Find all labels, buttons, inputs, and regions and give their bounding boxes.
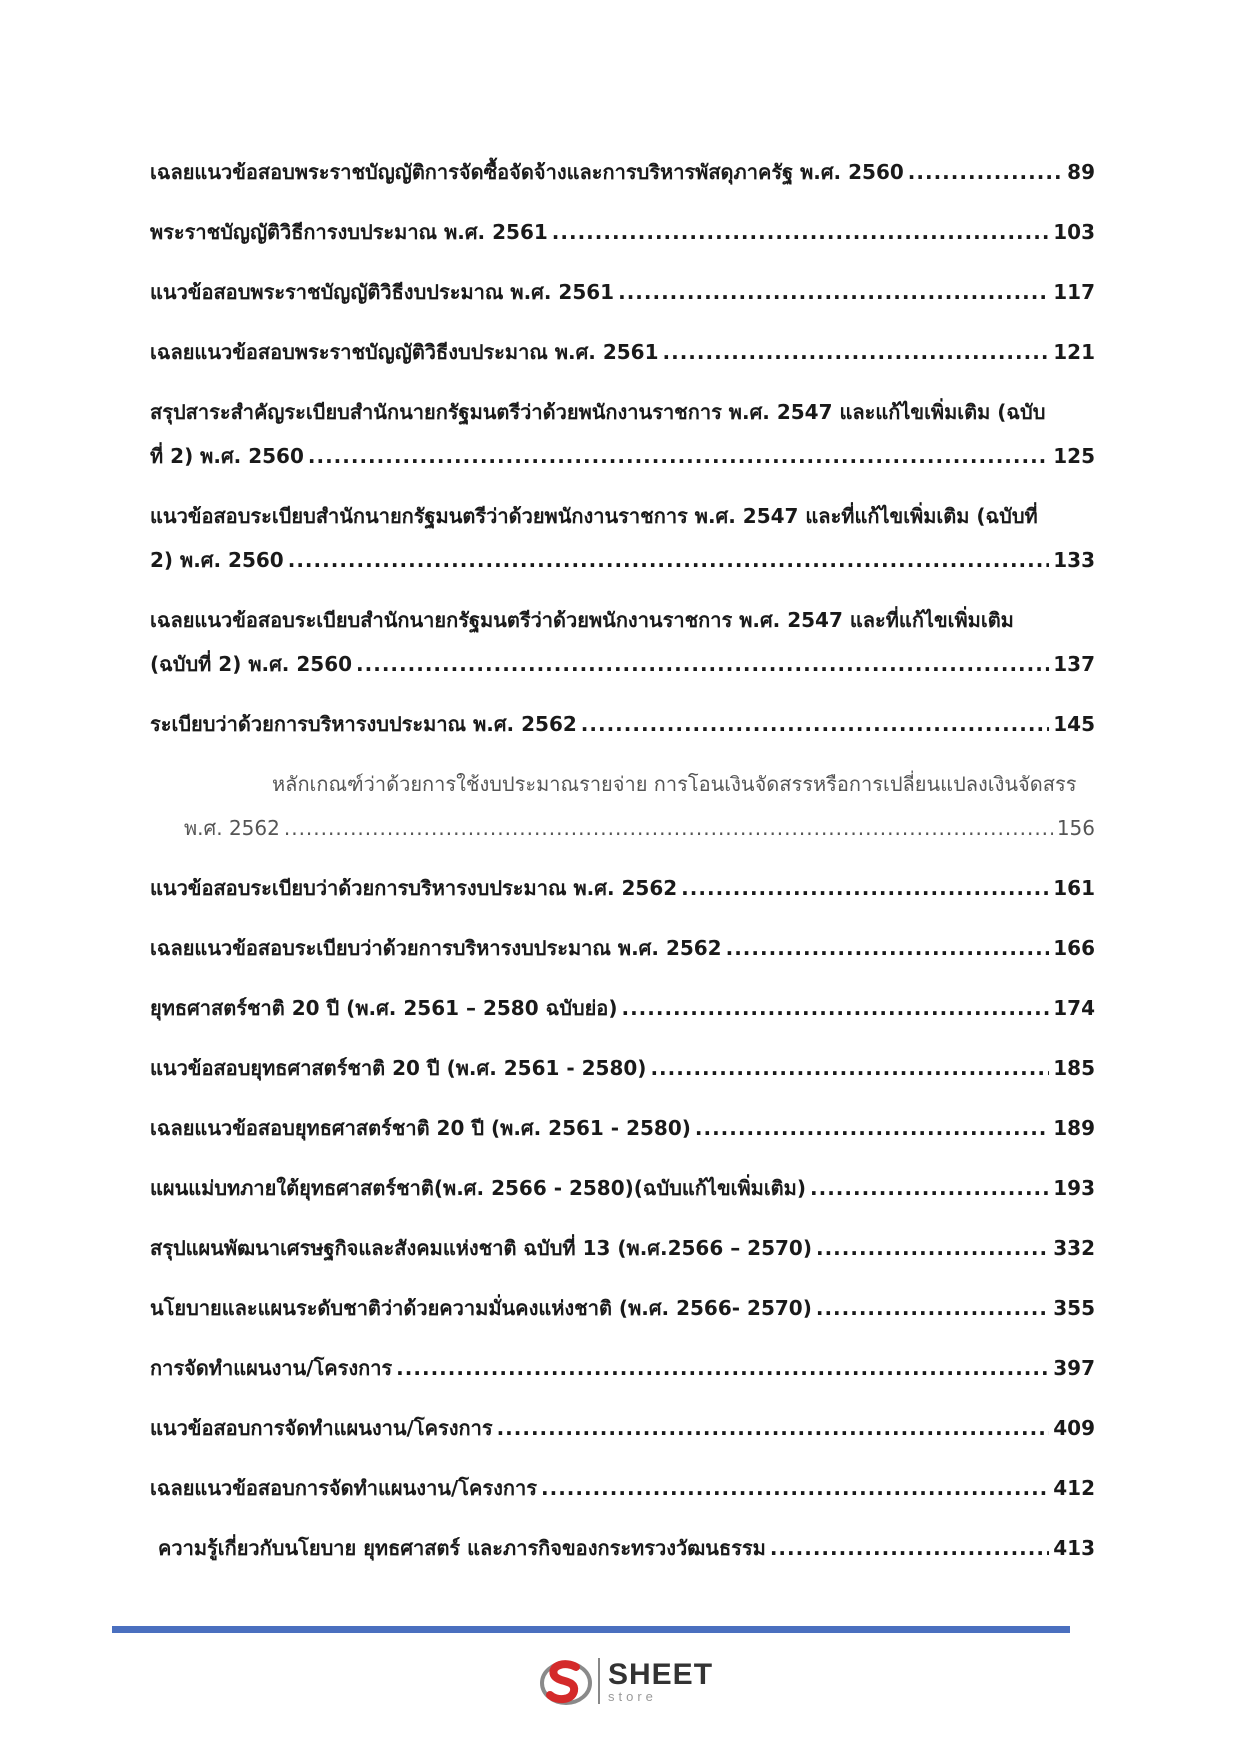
- dot-leader: [497, 1406, 1050, 1450]
- toc-entry-page: 161: [1053, 876, 1095, 900]
- toc-entry-page: 174: [1053, 996, 1095, 1020]
- toc-entry-page: 117: [1053, 280, 1095, 304]
- toc-entry-sub[interactable]: [150, 762, 1095, 850]
- toc-entry-title: ระเบียบว่าด้วยการบริหารงบประมาณ พ.ศ. 2562: [150, 712, 577, 736]
- toc-entry-title: แนวข้อสอบระเบียบว่าด้วยการบริหารงบประมาณ พ.ศ. 2562: [150, 876, 678, 900]
- dot-leader: [581, 702, 1049, 746]
- toc-entry[interactable]: [150, 494, 1095, 582]
- toc-entry[interactable]: [150, 1466, 1095, 1510]
- toc-entry-page: 166: [1053, 936, 1095, 960]
- dot-leader: [726, 926, 1050, 970]
- dot-leader: [770, 1526, 1049, 1570]
- logo-subtext: store: [608, 1688, 657, 1704]
- toc-entry-title: เฉลยแนวข้อสอบยุทธศาสตร์ชาติ 20 ปี (พ.ศ. 2561 - 2580): [150, 1116, 691, 1140]
- toc-entry-page: 397: [1053, 1356, 1095, 1380]
- dot-leader: [308, 434, 1049, 478]
- toc-entry[interactable]: [150, 1346, 1095, 1390]
- dot-leader: [681, 866, 1049, 910]
- toc-entry-page: 332: [1053, 1236, 1095, 1260]
- toc-entry-title: แผนแม่บทภายใต้ยุทธศาสตร์ชาติ(พ.ศ. 2566 - 2580)(ฉบับแก้ไขเพิ่มเติม): [150, 1176, 806, 1200]
- toc-entry[interactable]: [150, 702, 1095, 746]
- toc-entry-title: ที่ 2) พ.ศ. 2560: [150, 444, 304, 468]
- toc-entry-page: 413: [1053, 1536, 1095, 1560]
- toc-entry-title-line1: สรุปสาระสำคัญระเบียบสำนักนายกรัฐมนตรีว่าด้วยพนักงานราชการ พ.ศ. 2547 และแก้ไขเพิ่มเติม (ฉบับ: [150, 400, 1046, 424]
- toc-entry-title: (ฉบับที่ 2) พ.ศ. 2560: [150, 652, 353, 676]
- toc-entry-title-line1: แนวข้อสอบระเบียบสำนักนายกรัฐมนตรีว่าด้วยพนักงานราชการ พ.ศ. 2547 และที่แก้ไขเพิ่มเติม (ฉบับที่: [150, 504, 1038, 528]
- toc-entry-page: 355: [1053, 1296, 1095, 1320]
- toc-entry-title: ยุทธศาสตร์ชาติ 20 ปี (พ.ศ. 2561 – 2580 ฉบับย่อ): [150, 996, 618, 1020]
- toc-entry-page: 103: [1053, 220, 1095, 244]
- dot-leader: [810, 1166, 1049, 1210]
- toc-entry[interactable]: [150, 210, 1095, 254]
- toc-entry-title: แนวข้อสอบพระราชบัญญัติวิธีงบประมาณ พ.ศ. 2561: [150, 280, 615, 304]
- toc-entry-page: 409: [1053, 1416, 1095, 1440]
- dot-leader: [695, 1106, 1049, 1150]
- toc-entry-title: นโยบายและแผนระดับชาติว่าด้วยความมั่นคงแห่งชาติ (พ.ศ. 2566- 2570): [150, 1296, 812, 1320]
- toc-entry-title: เฉลยแนวข้อสอบพระราชบัญญัติวิธีงบประมาณ พ.ศ. 2561: [150, 340, 659, 364]
- toc-entry-page: 189: [1053, 1116, 1095, 1140]
- toc-entry-title: พ.ศ. 2562: [184, 816, 280, 840]
- dot-leader: [621, 986, 1049, 1030]
- dot-leader: [650, 1046, 1049, 1090]
- toc-entry[interactable]: [150, 150, 1095, 194]
- logo-wordmark: [608, 1657, 714, 1704]
- toc-entry-page: 125: [1053, 444, 1095, 468]
- toc-entry-title: การจัดทำแผนงาน/โครงการ: [150, 1356, 393, 1380]
- dot-leader: [908, 150, 1063, 194]
- toc-entry-page: 121: [1053, 340, 1095, 364]
- toc-entry-title: เฉลยแนวข้อสอบการจัดทำแผนงาน/โครงการ: [150, 1476, 537, 1500]
- dot-leader: [816, 1286, 1049, 1330]
- toc-entry-title: สรุปแผนพัฒนาเศรษฐกิจและสังคมแห่งชาติ ฉบับที่ 13 (พ.ศ.2566 – 2570): [150, 1236, 812, 1260]
- dot-leader: [663, 330, 1050, 374]
- toc-entry[interactable]: [150, 330, 1095, 374]
- dot-leader: [284, 806, 1053, 850]
- logo-text: SHEET: [608, 1657, 714, 1691]
- toc-entry-page: 133: [1053, 548, 1095, 572]
- toc-entry[interactable]: [150, 1166, 1095, 1210]
- toc-entry[interactable]: [150, 1286, 1095, 1330]
- footer-divider-bar: [112, 1626, 1070, 1633]
- logo-divider: [598, 1658, 600, 1704]
- toc-entry-title: 2) พ.ศ. 2560: [150, 548, 284, 572]
- toc-entry[interactable]: [150, 866, 1095, 910]
- toc-entry[interactable]: [150, 986, 1095, 1030]
- toc-entry[interactable]: [150, 390, 1095, 478]
- dot-leader: [288, 538, 1050, 582]
- toc-entry[interactable]: [150, 926, 1095, 970]
- toc-entry[interactable]: [150, 1046, 1095, 1090]
- toc-entry-title: พระราชบัญญัติวิธีการงบประมาณ พ.ศ. 2561: [150, 220, 548, 244]
- dot-leader: [541, 1466, 1049, 1510]
- toc-entry-title-line1: เฉลยแนวข้อสอบระเบียบสำนักนายกรัฐมนตรีว่าด้วยพนักงานราชการ พ.ศ. 2547 และที่แก้ไขเพิ่มเติม: [150, 608, 1014, 632]
- toc-entry-title-line1: หลักเกณฑ์ว่าด้วยการใช้งบประมาณรายจ่าย การโอนเงินจัดสรรหรือการเปลี่ยนแปลงเงินจัดสรร: [272, 772, 1077, 796]
- toc-entry[interactable]: [150, 598, 1095, 686]
- toc-entry[interactable]: [150, 1526, 1095, 1570]
- sheet-store-logo: [540, 1655, 713, 1707]
- toc-entry-page: 185: [1053, 1056, 1095, 1080]
- toc-entry-page: 412: [1053, 1476, 1095, 1500]
- toc-entry-page: 137: [1053, 652, 1095, 676]
- toc-entry[interactable]: [150, 1406, 1095, 1450]
- toc-entry-page: 156: [1056, 816, 1095, 840]
- toc-entry-title: แนวข้อสอบยุทธศาสตร์ชาติ 20 ปี (พ.ศ. 2561 - 2580): [150, 1056, 647, 1080]
- toc-entry-title: แนวข้อสอบการจัดทำแผนงาน/โครงการ: [150, 1416, 493, 1440]
- toc-entry[interactable]: [150, 270, 1095, 314]
- toc-entry[interactable]: [150, 1226, 1095, 1270]
- toc-entry-page: 89: [1067, 160, 1095, 184]
- dot-leader: [618, 270, 1049, 314]
- logo-s-icon: [540, 1655, 592, 1707]
- toc-entry-title: เฉลยแนวข้อสอบพระราชบัญญัติการจัดซื้อจัดจ้างและการบริหารพัสดุภาครัฐ พ.ศ. 2560: [150, 160, 904, 184]
- toc-entry-title: เฉลยแนวข้อสอบระเบียบว่าด้วยการบริหารงบประมาณ พ.ศ. 2562: [150, 936, 722, 960]
- dot-leader: [356, 642, 1049, 686]
- dot-leader: [396, 1346, 1049, 1390]
- toc-entry-page: 193: [1053, 1176, 1095, 1200]
- toc-entry-page: 145: [1053, 712, 1095, 736]
- dot-leader: [816, 1226, 1049, 1270]
- toc-entry[interactable]: [150, 1106, 1095, 1150]
- dot-leader: [552, 210, 1049, 254]
- table-of-contents: [150, 150, 1095, 1586]
- toc-entry-title: ความรู้เกี่ยวกับนโยบาย ยุทธศาสตร์ และภารกิจของกระทรวงวัฒนธรรม: [158, 1536, 766, 1560]
